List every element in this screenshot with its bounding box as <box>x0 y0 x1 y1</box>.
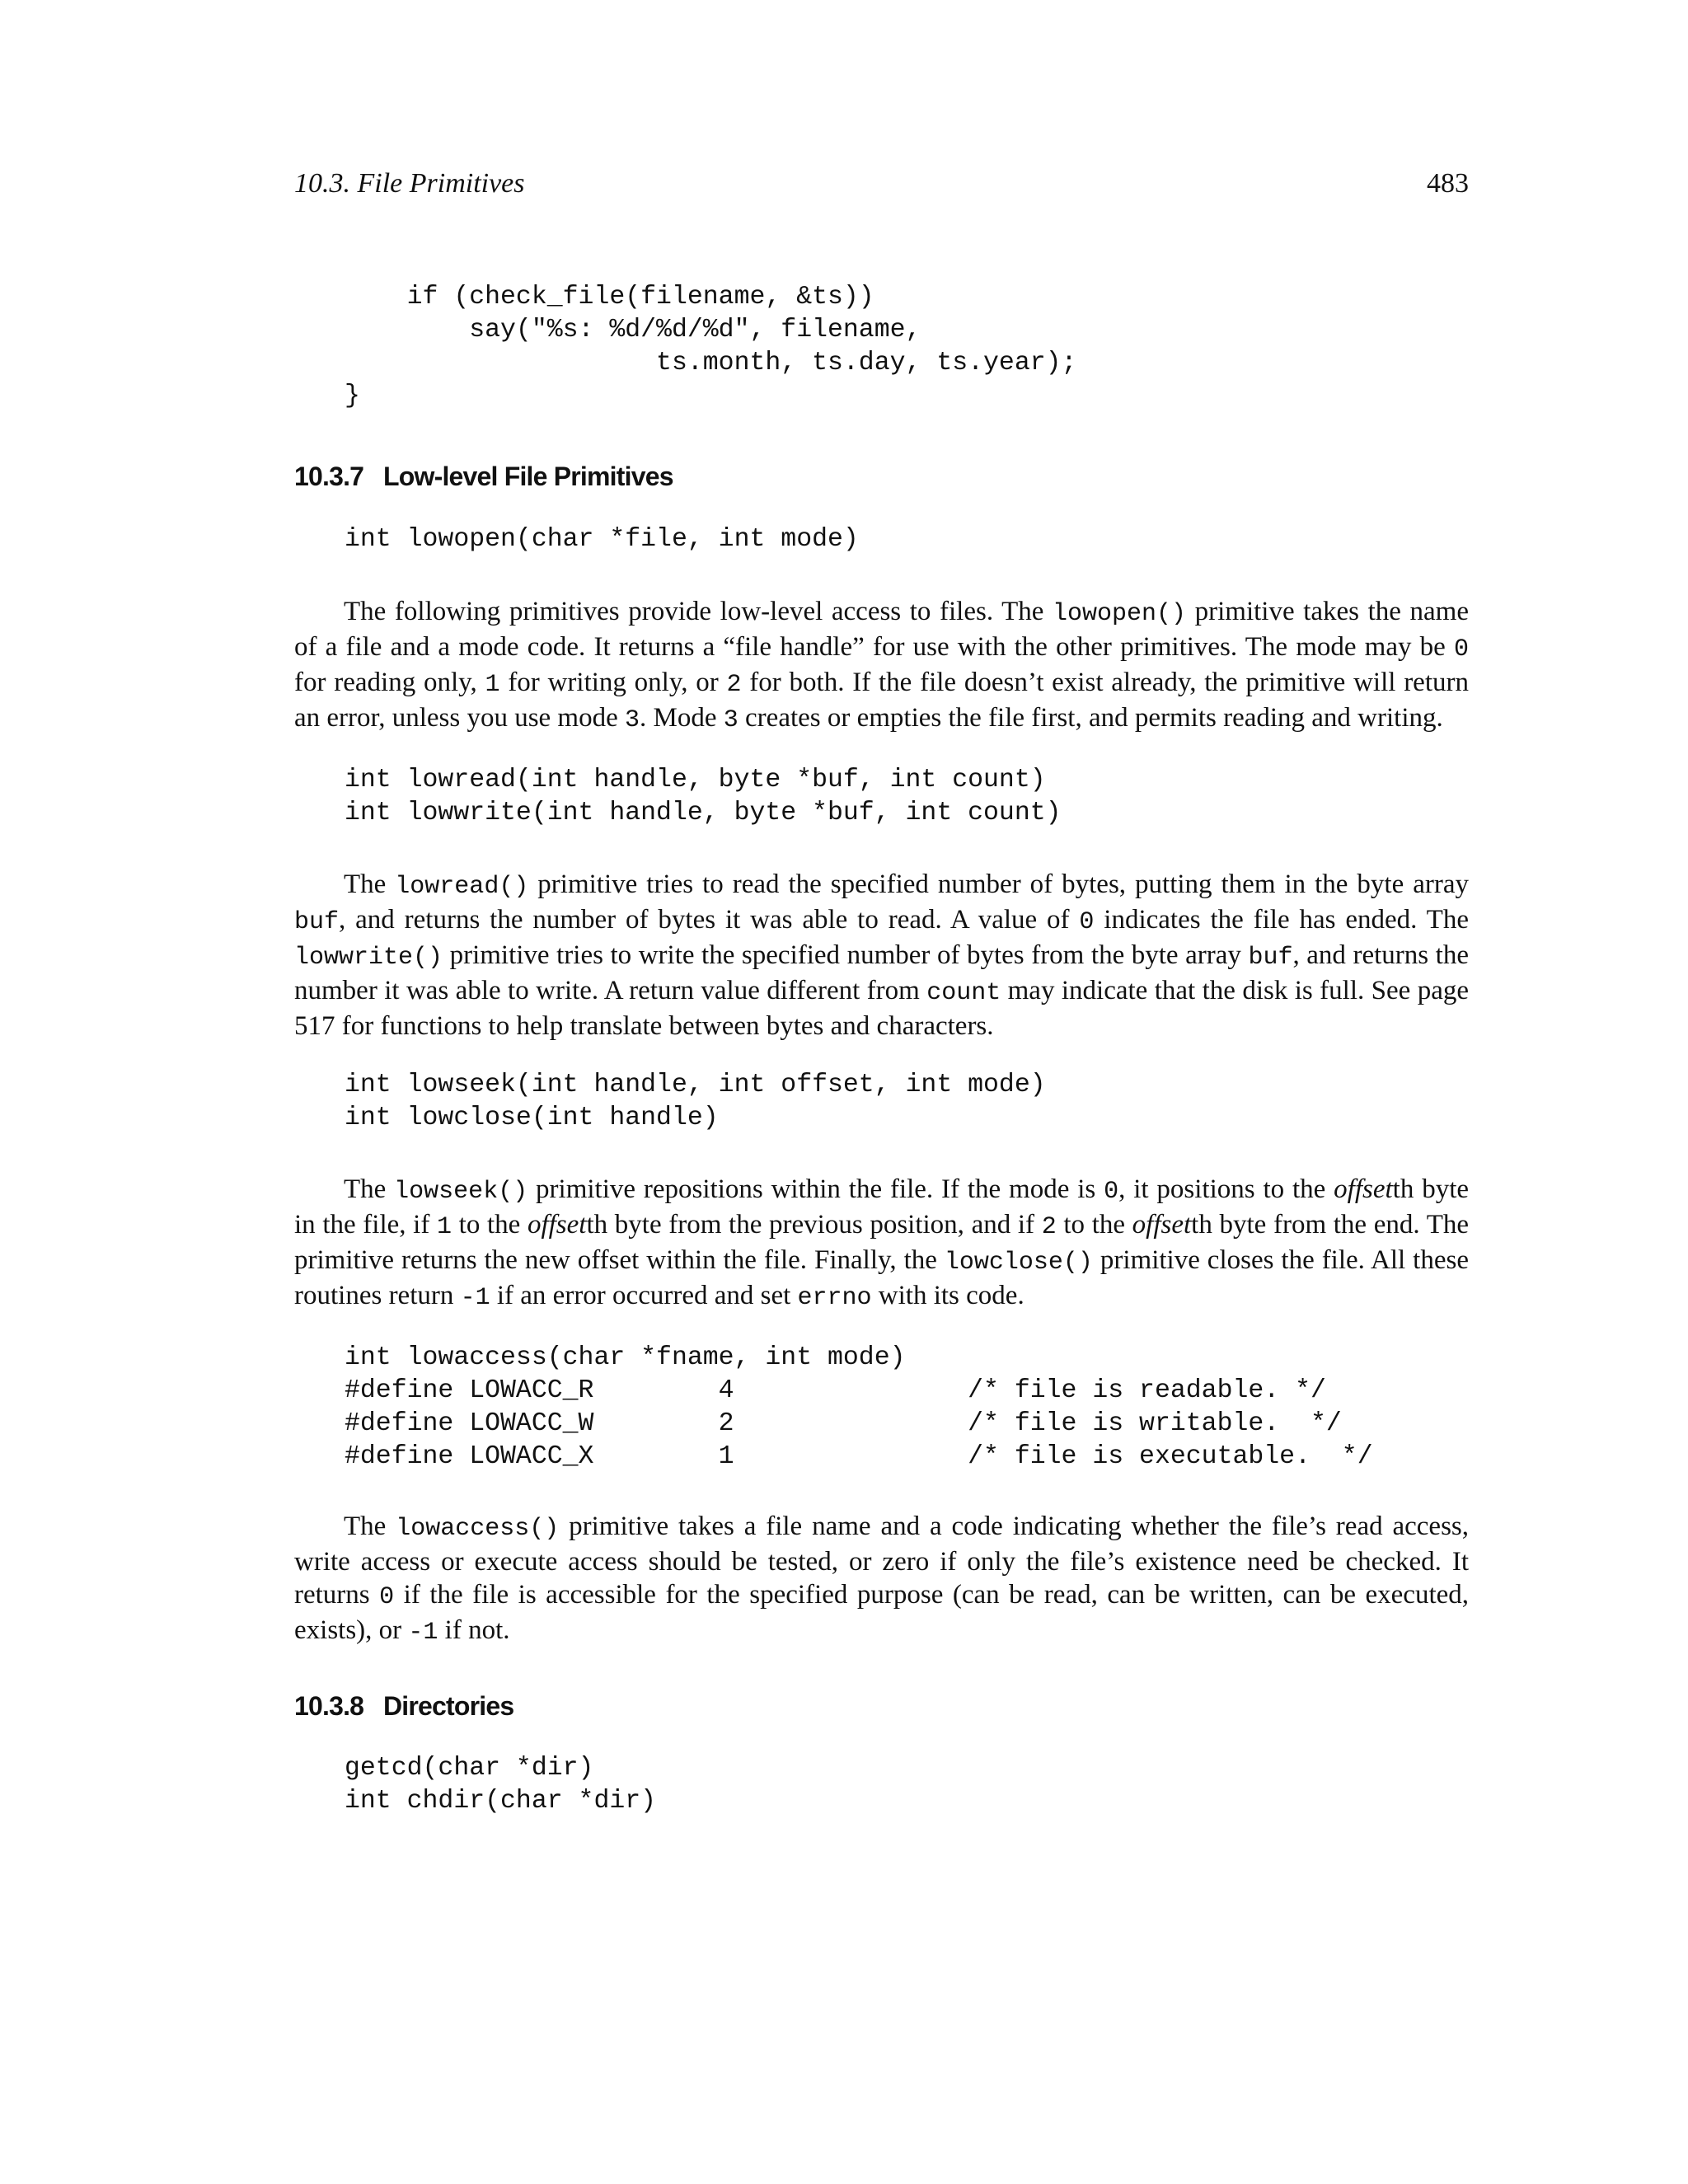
paragraph-lowseek-lowclose: The lowseek() primitive repositions within the file. If the mode is 0, it positions to the offsetth byte in the file, if 1 to the offsetth byte from the previous position, and if 2 to the offsetth byte from the end. The primitive returns the new offset within the file. Finally, the lowclose() primitive closes the file. All these routines return -1 if an error occurred and set errno with its code. <box>294 1174 1470 1312</box>
code-block-lowaccess: int lowaccess(char *fname, int mode) #define LOWACC_R 4 /* file is readable. */ #define LOWACC_W 2 /* file is writable. */ #define LOWACC_X 1 /* file is executable. */ <box>345 1343 1373 1471</box>
code-block-lowseek-lowclose: int lowseek(int handle, int offset, int mode) int lowclose(int handle) <box>345 1071 1046 1132</box>
code-block-check-file-tail: if (check_file(filename, &ts)) say("%s: %d/%d/%d", filename, ts.month, ts.day, ts.year); } <box>345 283 1077 410</box>
section-heading-directories <box>294 1691 513 1722</box>
paragraph-lowopen: The following primitives provide low-level access to files. The lowopen() primitive takes the name of a file and a mode code. It returns a “file handle” for use with the other primitives. The mode may be 0 for reading only, 1 for writing only, or 2 for both. If the file doesn’t exist already, the primitive will return an error, unless you use mode 3. Mode 3 creates or empties the file first, and permits reading and writing. <box>294 597 1469 734</box>
running-section-title: 10.3. File Primitives <box>294 168 525 199</box>
page-number: 483 <box>1427 168 1469 199</box>
code-block-lowopen: int lowopen(char *file, int mode) <box>345 525 859 554</box>
section-title: Directories <box>383 1691 514 1721</box>
section-title: Low-level File Primitives <box>383 462 673 491</box>
running-header <box>294 168 1469 209</box>
code-block-lowread-lowwrite: int lowread(int handle, byte *buf, int count) int lowwrite(int handle, byte *buf, int count) <box>345 766 1062 827</box>
paragraph-lowread-lowwrite: The lowread() primitive tries to read the specified number of bytes, putting them in the byte array buf, and returns the number of bytes it was able to read. A value of 0 indicates the file has ended. The lowwrite() primitive tries to write the specified number of bytes from the byte array buf, and returns the number it was able to write. A return value different from count may indicate that the disk is full. See page 517 for functions to help translate between bytes and characters. <box>294 869 1469 1041</box>
section-number: 10.3.7 <box>294 462 364 491</box>
section-number: 10.3.8 <box>294 1691 364 1721</box>
code-block-directories: getcd(char *dir) int chdir(char *dir) <box>345 1754 657 1816</box>
paragraph-lowaccess: The lowaccess() primitive takes a file name and a code indicating whether the file’s read access, write access or execute access should be tested, or zero if only the file’s existence need be checked. It returns 0 if the file is accessible for the specified purpose (can be read, can be written, can be executed, exists), or -1 if not. <box>294 1511 1470 1647</box>
section-heading-low-level-file-primitives <box>294 462 673 492</box>
